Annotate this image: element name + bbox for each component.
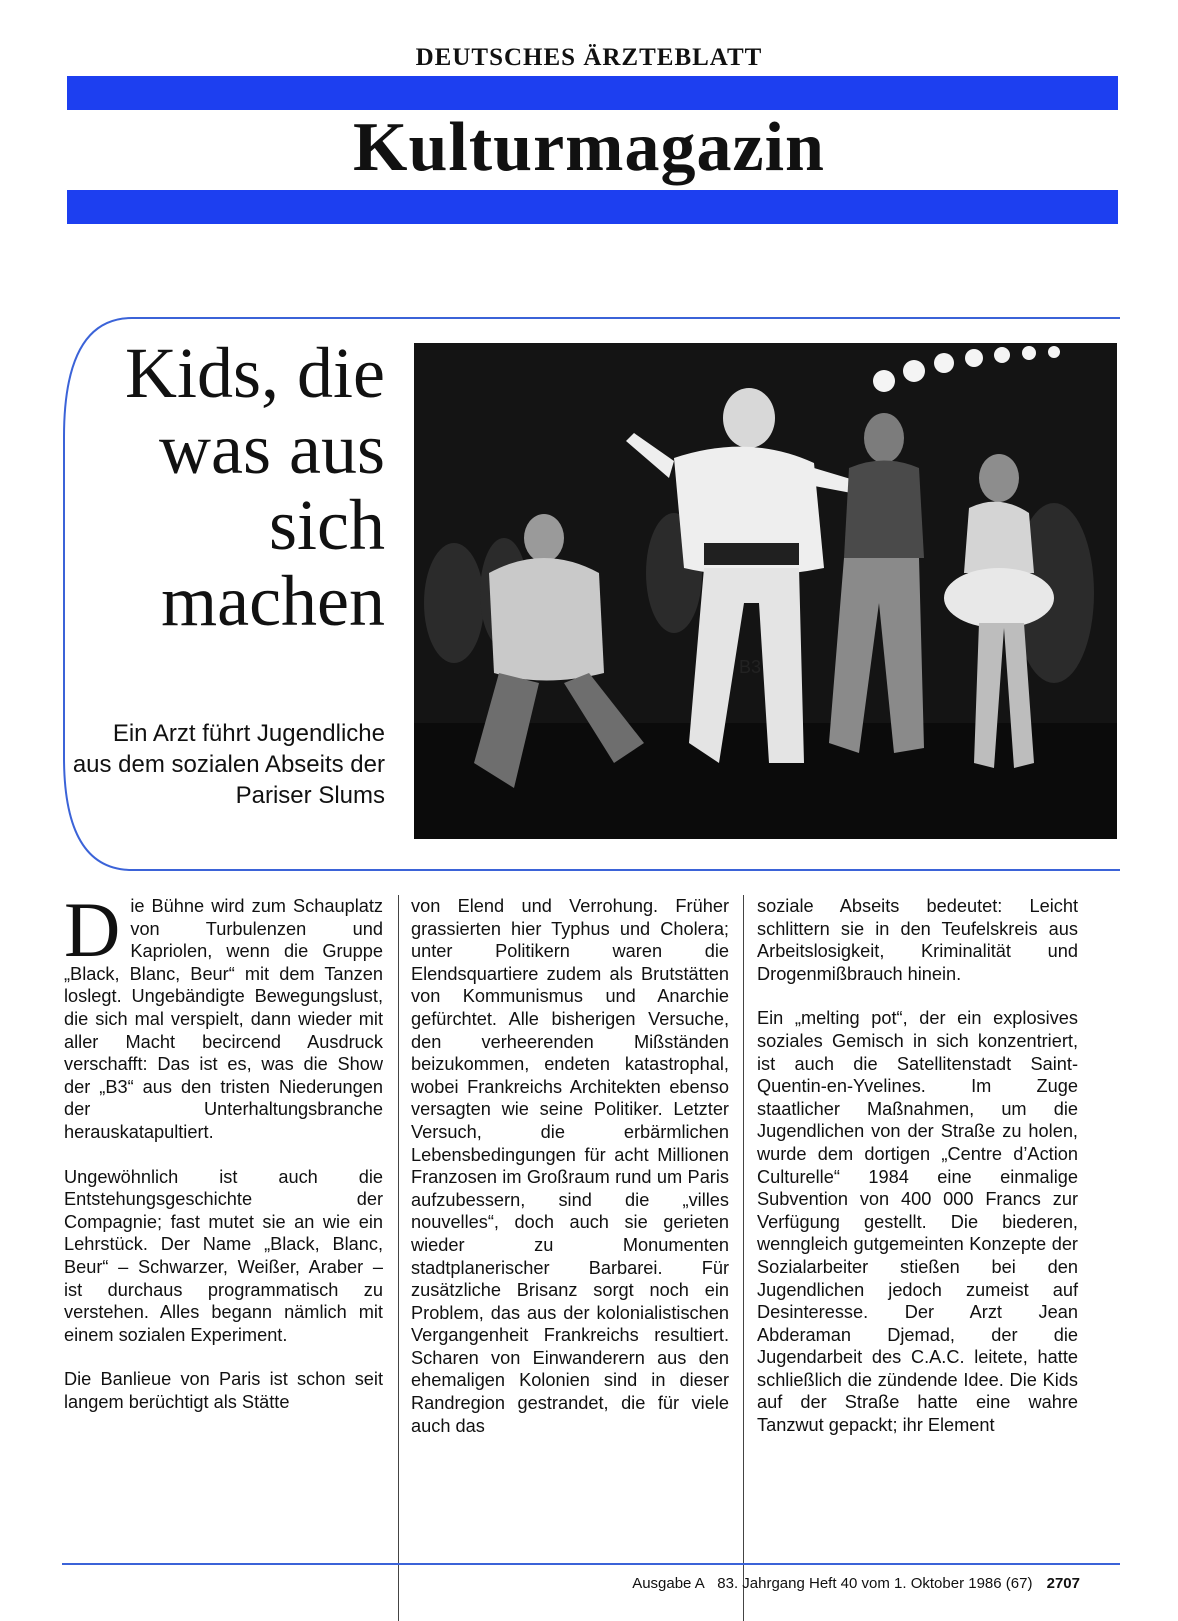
footer-rule xyxy=(62,1563,1120,1565)
masthead-bar-top xyxy=(67,76,1118,110)
article-paragraph: von Elend und Verrohung. Früher grassierten hier Typhus und Cholera; unter Politikern waren die Elendsquartiere zudem als Brutstätten von Kommunismus und Anarchie gefürchtet. Alle bisherigen Versuche, den verheerenden Mißständen beizukommen, endeten katastrophal, wobei Frankreichs Architekten ebenso versagten wie seine Politiker. Letzter Versuch, die erbärmlichen Lebensbedingungen für acht Millionen Franzosen im Großraum rund um Paris aufzubessern, sind die „villes nouvelles“, doch auch sie gerieten wieder zu Monumenten stadtplanerischer Barbarei. Für zusätzliche Brisanz sorgt noch ein Problem, das aus der kolonialistischen Vergangenheit Frankreichs resultiert. Scharen von Einwanderern aus den ehemaligen Kolonien sind in dieser Randregion gestrandet, die für viele auch das xyxy=(411,896,729,1436)
article-column-2 xyxy=(411,895,729,1459)
article-paragraph: Ungewöhnlich ist auch die Entstehungsgeschichte der Compagnie; fast mutet sie an wie ein Lehrstück. Der Name „Black, Blanc, Beur“ – Schwarzer, Weißer, Araber – ist durchaus programmatisch zu verstehen. Alles begann nämlich mit einem sozialen Experiment. xyxy=(64,1166,383,1345)
photo-label: B3 xyxy=(739,657,762,677)
article-paragraph xyxy=(64,886,383,1144)
volume-info: 83. Jahrgang Heft 40 vom 1. Oktober 1986 (67) xyxy=(717,1575,1033,1592)
article-paragraph: soziale Abseits bedeutet: Leicht schlittern sie in den Teufelskreis aus Arbeitslosigkeit, Kriminalität und Drogenmißbrauch hinein. xyxy=(757,896,1078,984)
paragraph-text: ie Bühne wird zum Schauplatz von Turbulenzen und Kapriolen, wenn die Gruppe „Black, Blanc, Beur“ mit dem Tanzen loslegt. Ungebändigte Bewegungslust, die sich mal verspielt, dann wieder mit aller Macht becircend Ausdruck verschafft: Das ist es, was die Show der „B3“ aus den tristen Niederungen der Unterhaltungsbranche herauskatapultiert. xyxy=(64,896,383,1142)
column-divider xyxy=(743,895,744,1621)
article-paragraph: Die Banlieue von Paris ist schon seit langem berüchtigt als Stätte xyxy=(64,1369,383,1412)
column-divider xyxy=(398,895,399,1621)
article-column-1 xyxy=(64,886,383,1435)
section-title: Kulturmagazin xyxy=(353,109,825,186)
masthead-bar-bottom xyxy=(67,190,1118,224)
dropcap: D xyxy=(64,886,121,973)
article-column-3 xyxy=(757,895,1078,1459)
article-subheadline: Ein Arzt führt Jugendliche aus dem sozialen Abseits der Pariser Slums xyxy=(72,720,385,809)
dance-photo xyxy=(414,343,1117,839)
page-number: 2707 xyxy=(1046,1575,1080,1592)
article-headline: Kids, die was aus sich machen xyxy=(125,333,385,641)
journal-name: DEUTSCHES ÄRZTEBLATT xyxy=(415,44,763,71)
edition: Ausgabe A xyxy=(632,1575,705,1592)
article-paragraph: Ein „melting pot“, der ein explosives soziales Gemisch in sich konzentriert, ist auch die Satellitenstadt Saint-Quentin-en-Yvelines. Im Zuge staatlicher Maßnahmen, um die Jugendlichen von der Straße zu holen, wurde dem dortigen „Centre d’Action Culturelle“ 1984 eine einmalige Subvention von 400 000 Francs zur Verfügung gestellt. Die biederen, wenngleich gutgemeinten Konzepte der Sozialarbeiter stießen bei den Jugendlichen jedoch zumeist auf Desinteresse. Der Arzt Jean Abderaman Djemad, der die Jugendarbeit des C.A.C. leitete, hatte schließlich die zündende Idee. Die Kids auf der Straße hatte eine wahre Tanzwut gepackt; ihr Element xyxy=(757,1008,1078,1436)
page-footer xyxy=(480,1575,1080,1592)
